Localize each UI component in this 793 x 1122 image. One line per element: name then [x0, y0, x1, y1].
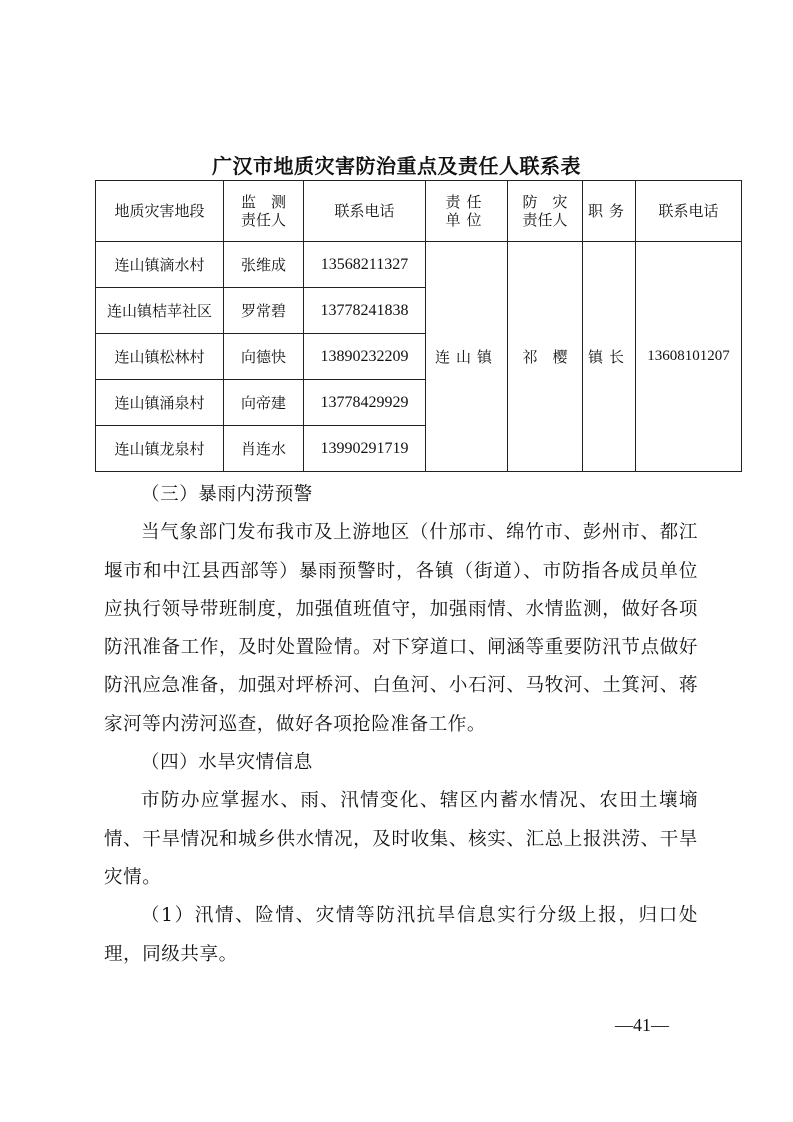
body-text — [104, 476, 698, 974]
header-prevent-line2: 责任人 — [522, 211, 568, 229]
cell-phone: 13990291719 — [304, 426, 426, 472]
cell-phone2: 13608101207 — [636, 242, 742, 472]
header-unit — [426, 181, 508, 242]
header-unit-line1: 责任 — [445, 193, 488, 211]
cell-prevent: 祁 樱 — [508, 242, 583, 472]
section-heading-4: （四）水旱灾情信息 — [141, 752, 313, 774]
cell-unit: 连山镇 — [426, 242, 508, 472]
header-unit-line2: 单位 — [445, 211, 488, 229]
header-monitor-line2: 责任人 — [240, 211, 286, 229]
cell-area: 连山镇桔苹社区 — [96, 288, 224, 334]
cell-monitor: 向帝建 — [224, 380, 304, 426]
cell-area: 连山镇松林村 — [96, 334, 224, 380]
table-header-row — [96, 181, 742, 242]
cell-area: 连山镇龙泉村 — [96, 426, 224, 472]
cell-monitor: 张维成 — [224, 242, 304, 288]
cell-phone: 13778429929 — [304, 380, 426, 426]
cell-phone: 13778241838 — [304, 288, 426, 334]
header-prevent-line1: 防 灾 — [522, 193, 568, 211]
section-item-1: （1）汛情、险情、灾情等防汛抗旱信息实行分级上报，归口处理，同级共享。 — [104, 905, 698, 965]
header-monitor — [224, 181, 304, 242]
cell-area: 连山镇涌泉村 — [96, 380, 224, 426]
table-row — [96, 242, 742, 288]
section-paragraph-4: 市防办应掌握水、雨、汛情变化、辖区内蓄水情况、农田土壤墒情、干旱情况和城乡供水情况，及时收集、核实、汇总上报洪涝、干旱灾情。 — [104, 790, 698, 888]
section-paragraph-3: 当气象部门发布我市及上游地区（什邡市、绵竹市、彭州市、都江堰市和中江县西部等）暴雨预警时，各镇（街道）、市防指各成员单位应执行领导带班制度，加强值班值守，加强雨情、水情监测，做好各项防汛准备工作，及时处置险情。对下穿道口、闸涵等重要防汛节点做好防汛应急准备，加强对坪桥河、白鱼河、小石河、马牧河、土箕河、蒋家河等内涝河巡查，做好各项抢险准备工作。 — [104, 522, 698, 735]
cell-phone: 13568211327 — [304, 242, 426, 288]
section-heading-3: （三）暴雨内涝预警 — [141, 484, 313, 505]
contact-table — [95, 180, 742, 472]
cell-monitor: 向德快 — [224, 334, 304, 380]
header-phone2: 联系电话 — [636, 181, 742, 242]
cell-monitor: 肖连水 — [224, 426, 304, 472]
header-monitor-line1: 监 测 — [240, 193, 286, 211]
cell-area: 连山镇滴水村 — [96, 242, 224, 288]
cell-monitor: 罗常碧 — [224, 288, 304, 334]
header-area: 地质灾害地段 — [96, 181, 224, 242]
header-prevent — [508, 181, 583, 242]
header-phone: 联系电话 — [304, 181, 426, 242]
page-number: —41— — [615, 1015, 669, 1035]
table-title: 广汉市地质灾害防治重点及责任人联系表 — [212, 154, 581, 178]
cell-phone: 13890232209 — [304, 334, 426, 380]
header-post: 职务 — [583, 181, 636, 242]
cell-post: 镇长 — [583, 242, 636, 472]
